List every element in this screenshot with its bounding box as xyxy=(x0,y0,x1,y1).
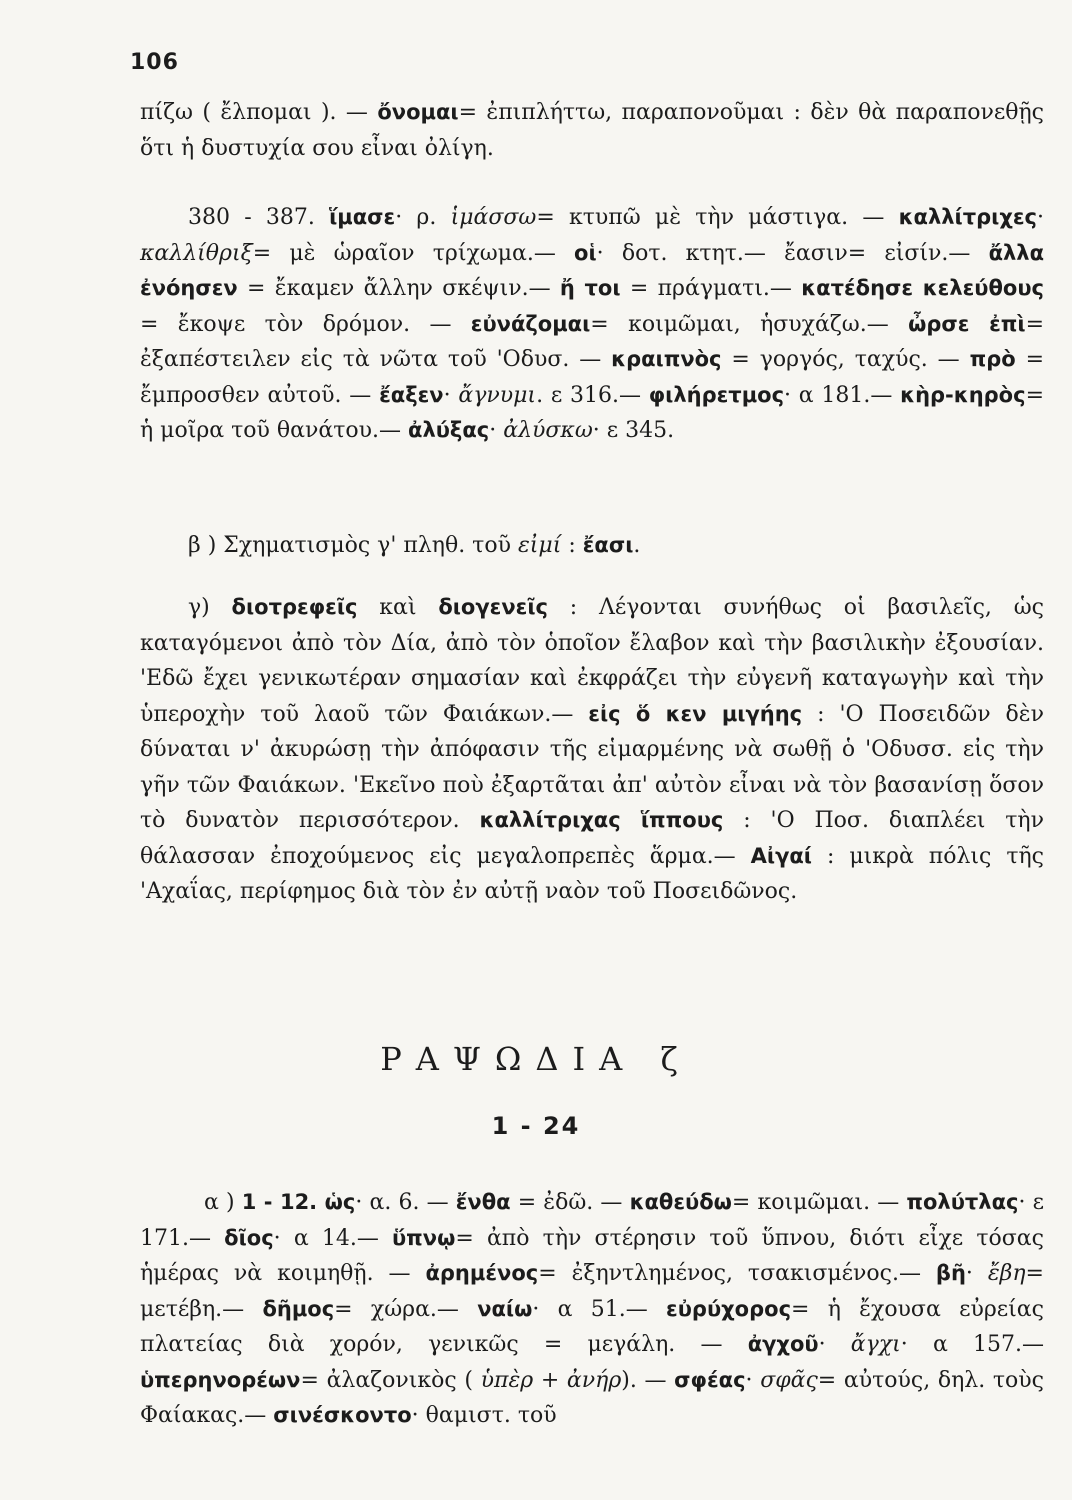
paragraph-beta: β ) Σχηματισμὸς γ' πληθ. τοῦ εἰμί : ἔασι. xyxy=(188,533,641,558)
page-number: 106 xyxy=(130,50,179,75)
paragraph-gamma: γ) διοτρεφεῖς καὶ διογενεῖς : Λέγονται συνήθως οἱ βασιλεῖς, ὡς καταγόμενοι ἀπὸ τὸν Δία, ἀπὸ τὸν ὁποῖον ἔλαβον καὶ τὴν βασιλικὴν ἐξουσίαν. 'Εδῶ ἔχει γενικωτέραν σημασίαν καὶ ἐκφράζει τὴν εὐγενῆ καταγωγὴν καὶ τὴν ὑπεροχὴν τοῦ λαοῦ τῶν Φαιάκων.— εἰς ὅ κεν μιγήης : 'Ο Ποσειδῶν δὲν δύναται ν' ἀκυρώσῃ τὴν ἀπόφασιν τῆς εἱμαρμένης νὰ σωθῇ ὁ 'Οδυσσ. εἰς τὴν γῆν τῶν Φαιάκων. 'Εκεῖνο ποὺ ἐξαρτᾶται ἀπ' αὐτὸν εἶναι νὰ τὸν βασανίσῃ ὅσον τὸ δυνατὸν περισσότερον. καλλίτριχας ἵππους : 'Ο Ποσ. διαπλέει τὴν θάλασσαν ἐποχούμενος εἰς μεγαλοπρεπὲς ἅρμα.— Αἰγαί : μικρὰ πόλις τῆς 'Αχαΐας, περίφημος διὰ τὸν ἐν αὐτῇ ναὸν τοῦ Ποσειδῶνος. xyxy=(140,595,1044,904)
verse-range-heading: 1 - 24 xyxy=(491,1112,581,1140)
paragraph-continuation: πίζω ( ἔλπομαι ). — ὄνομαι= ἐπιπλήττω, παραπονοῦμαι : δὲν θὰ παραπονεθῇς ὅτι ἡ δυστυχία σου εἶναι ὀλίγη. xyxy=(140,100,1044,161)
rhapsody-heading: ΡΑΨΩΔΙΑ ζ xyxy=(380,1040,692,1078)
paragraph-verses-380-387: 380 - 387. ἵμασε· ρ. ἱμάσσω= κτυπῶ μὲ τὴν μάστιγα. — καλλίτριχες· καλλίθριξ= μὲ ὡραῖον τρίχωμα.— οἱ· δοτ. κτητ.— ἔασιν= εἰσίν.— ἄλλα ἐνόησεν = ἔκαμεν ἄλλην σκέψιν.— ἤ τοι = πράγματι.— κατέδησε κελεύθους = ἔκοψε τὸν δρόμον. — εὐνάζομαι= κοιμῶμαι, ἡσυχάζω.— ὦρσε ἐπὶ= ἐξαπέστειλεν εἰς τὰ νῶτα τοῦ 'Οδυσ. — κραιπνὸς = γοργός, ταχύς. — πρὸ = ἔμπροσθεν αὐτοῦ. — ἔαξεν· ἄγνυμι. ε 316.— φιλήρετμος· α 181.— κὴρ-κηρὸς= ἡ μοῖρα τοῦ θανάτου.— ἀλύξας· ἀλύσκω· ε 345. xyxy=(140,205,1045,443)
paragraph-alpha: α ) 1 - 12. ὡς· α. 6. — ἔνθα = ἐδῶ. — καθεύδω= κοιμῶμαι. — πολύτλας· ε 171.— δῖος· α 14.— ὕπνῳ= ἀπὸ τὴν στέρησιν τοῦ ὕπνου, διότι εἶχε τόσας ἡμέρας νὰ κοιμηθῇ. — ἀρημένος= ἐξηντλημένος, τσακισμένος.— βῆ· ἔβη= μετέβη.— δῆμος= χώρα.— ναίω· α 51.— εὐρύχορος= ἡ ἔχουσα εὐρείας πλατείας διὰ χορόν, γενικῶς = μεγάλη. — ἀγχοῦ· ἄγχι· α 157.— ὑπερηνορέων= ἀλαζονικὸς ( ὑπὲρ + ἀνήρ). — σφέας· σφᾶς= αὐτούς, δηλ. τοὺς Φαίακας.— σινέσκοντο· θαμιστ. τοῦ xyxy=(140,1190,1045,1428)
